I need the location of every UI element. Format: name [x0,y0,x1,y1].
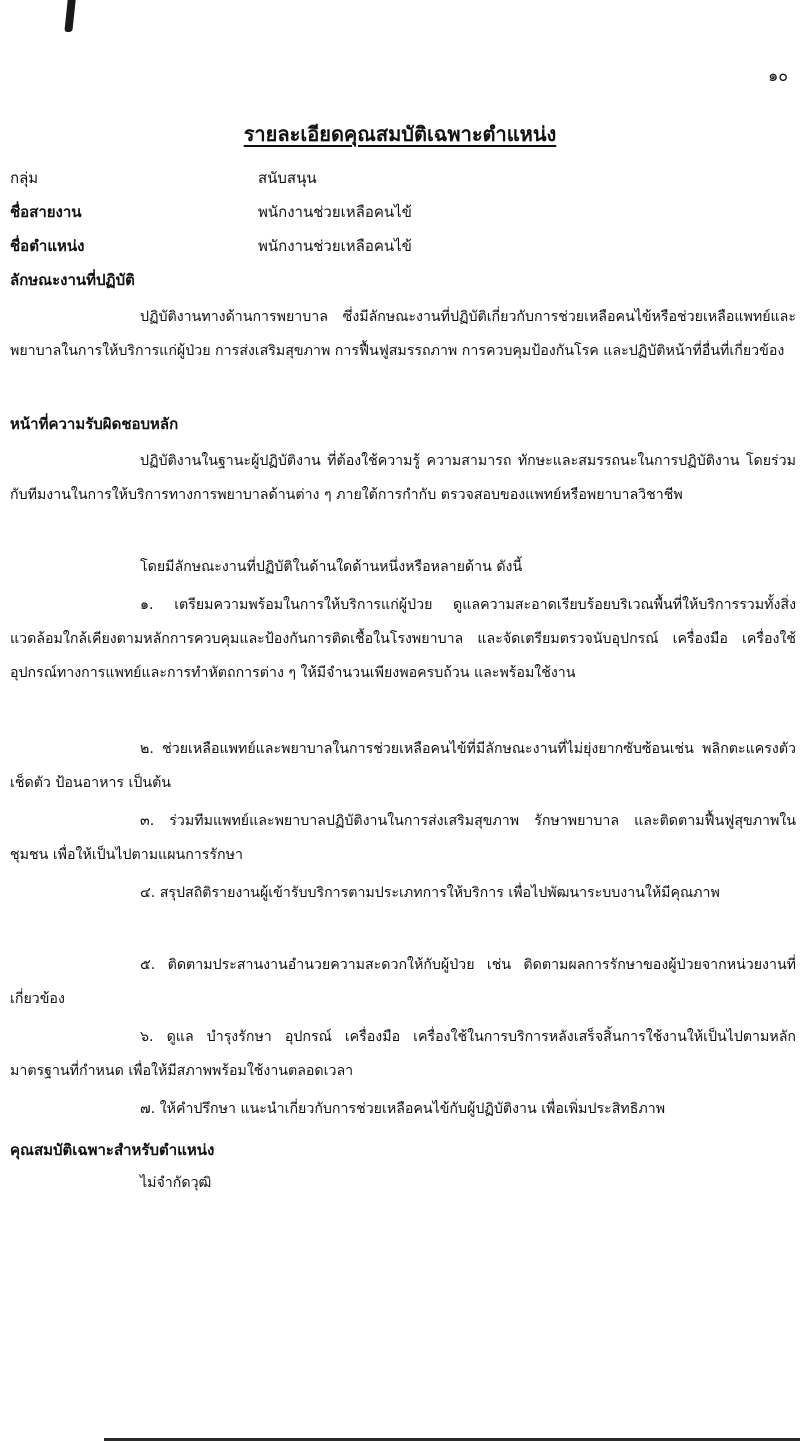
scan-artifact-mark [64,0,75,32]
field-line-of-work-value: พนักงานช่วยเหลือคนไข้ [258,203,412,221]
duty-item-4: ๔. สรุปสถิติรายงานผู้เข้ารับบริการตามประเภทการให้บริการ เพื่อไปพัฒนาระบบงานให้มีคุณภาพ [140,885,720,901]
duty-item-2: ๒. ช่วยเหลือแพทย์และพยาบาลในการช่วยเหลือคนไข้ที่มีลักษณะงานที่ไม่ยุ่งยากซับซ้อนเช่น พลิกตะแครงตัว เช็ดตัว ป้อนอาหาร เป็นต้น [10,741,796,791]
field-group-value: สนับสนุน [258,169,317,187]
field-group [10,168,317,188]
field-position-name-value: พนักงานช่วยเหลือคนไข้ [258,237,412,255]
field-line-of-work [10,202,412,222]
duties-paragraph: ปฏิบัติงานในฐานะผู้ปฏิบัติงาน ที่ต้องใช้ความรู้ ความสามารถ ทักษะและสมรรถนะในการปฏิบัติงาน โดยร่วมกับทีมงานในการให้บริการทางการพยาบาลด้านต่าง ๆ ภายใต้การกำกับ ตรวจสอบของแพทย์หรือพยาบาลวิชาชีพ [10,453,796,503]
field-position-name [10,236,412,256]
work-nature-paragraph: ปฏิบัติงานทางด้านการพยาบาล ซึ่งมีลักษณะงานที่ปฏิบัติเกี่ยวกับการช่วยเหลือคนไข้หรือช่วยเหลือแพทย์และพยาบาลในการให้บริการแก่ผู้ป่วย การส่งเสริมสุขภาพ การฟื้นฟูสมรรถภาพ การควบคุมป้องกันโรค และปฏิบัติหน้าที่อื่นที่เกี่ยวข้อง [10,309,796,359]
field-position-name-label: ชื่อตำแหน่ง [10,237,85,255]
field-line-of-work-label: ชื่อสายงาน [10,203,82,221]
duty-item-1: ๑. เตรียมความพร้อมในการให้บริการแก่ผู้ป่วย ดูแลความสะอาดเรียบร้อยบริเวณพื้นที่ให้บริการรวมทั้งสิ่งแวดล้อมใกล้เคียงตามหลักการควบคุมและป้องกันการติดเชื้อในโรงพยาบาล และจัดเตรียมตรวจนับอุปกรณ์ เครื่องมือ เครื่องใช้ อุปกรณ์ทางการแพทย์และการทำหัตถการต่าง ๆ ให้มีจำนวนเพียงพอครบถ้วน และพร้อมใช้งาน [10,597,796,681]
field-group-label: กลุ่ม [10,169,39,187]
duties-heading: หน้าที่ความรับผิดชอบหลัก [10,415,179,433]
duty-item-5: ๕. ติดตามประสานงานอำนวยความสะดวกให้กับผู้ป่วย เช่น ติดตามผลการรักษาของผู้ป่วยจากหน่วยงานที่เกี่ยวข้อง [10,957,796,1007]
work-nature-heading: ลักษณะงานที่ปฏิบัติ [10,271,135,289]
page-number: ๑๐ [768,66,788,85]
scan-bottom-edge [104,1438,800,1441]
duties-intro: โดยมีลักษณะงานที่ปฏิบัติในด้านใดด้านหนึ่งหรือหลายด้าน ดังนี้ [140,559,523,575]
duty-item-7: ๗. ให้คำปรึกษา แนะนำเกี่ยวกับการช่วยเหลือคนไข้กับผู้ปฏิบัติงาน เพื่อเพิ่มประสิทธิภาพ [140,1101,666,1117]
document-title: รายละเอียดคุณสมบัติเฉพาะตำแหน่ง [243,122,557,146]
duty-item-3: ๓. ร่วมทีมแพทย์และพยาบาลปฏิบัติงานในการส่งเสริมสุขภาพ รักษาพยาบาล และติดตามฟื้นฟูสุขภาพในชุมชน เพื่อให้เป็นไปตามแผนการรักษา [10,813,796,863]
qualification-text: ไม่จำกัดวุฒิ [140,1175,212,1191]
duty-item-6: ๖. ดูแล บำรุงรักษา อุปกรณ์ เครื่องมือ เครื่องใช้ในการบริการหลังเสร็จสิ้นการใช้งานให้เป็นไปตามหลักมาตรฐานที่กำหนด เพื่อให้มีสภาพพร้อมใช้งานตลอดเวลา [10,1029,796,1079]
qualification-heading: คุณสมบัติเฉพาะสำหรับตำแหน่ง [10,1141,215,1159]
